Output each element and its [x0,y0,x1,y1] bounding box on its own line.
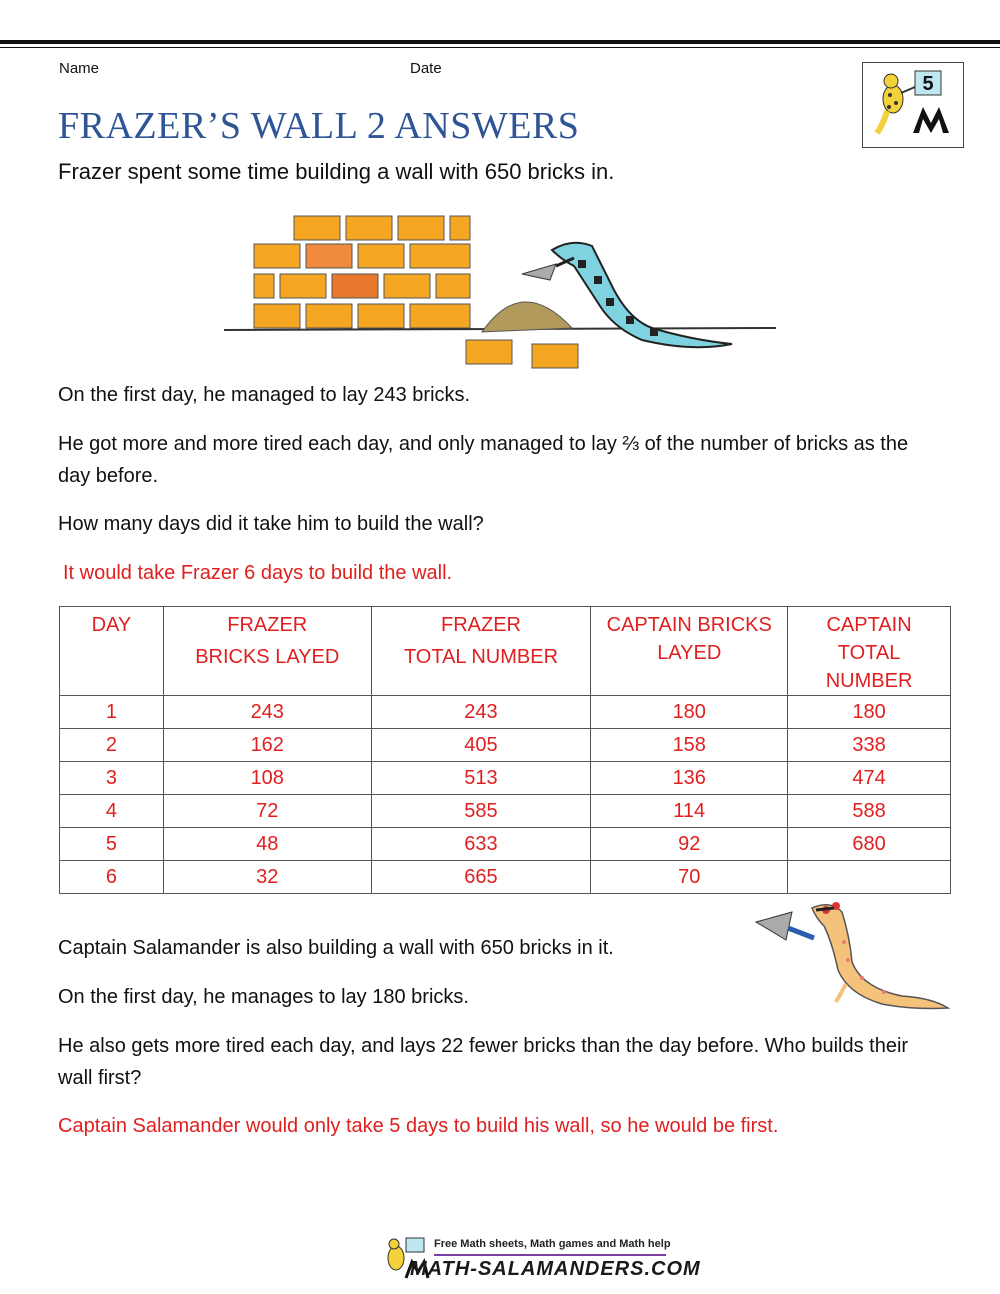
brick-wall-icon [254,216,470,328]
cell-captain-total: 338 [788,729,951,762]
grade-number: 5 [922,73,934,95]
paragraph-first-day: On the first day, he managed to lay 243 bricks. [58,384,471,406]
paragraph-tired: He got more and more tired each day, and only managed to lay ⅔ of the number of bricks as the day before. [58,433,909,487]
header-rule-thin [0,47,1000,48]
header-line: CAPTAIN [826,614,912,636]
header-line: BRICKS LAYED [195,646,340,668]
header-line: TOTAL NUMBER [403,646,559,668]
table-row [60,762,951,795]
cell-frazer-total: 513 [371,762,591,795]
date-label: Date [410,60,442,77]
salamander-logo-icon [863,63,963,147]
cell-captain-total [788,861,951,894]
header-line: LAYED [657,642,722,664]
cell-frazer-laid: 32 [163,861,371,894]
footer-site-link[interactable]: MATH-SALAMANDERS.COM [410,1258,701,1280]
cell-day: 5 [60,828,164,861]
cell-frazer-laid: 243 [163,696,371,729]
header-frazer-total [371,607,591,696]
table-row [60,828,951,861]
paragraph-captain-first-day: On the first day, he manages to lay 180 bricks. [58,986,469,1008]
loose-brick-icon [466,340,512,364]
cell-captain-total: 180 [788,696,951,729]
header-day [60,607,164,696]
cell-captain-total: 588 [788,795,951,828]
table-header-row [60,607,951,696]
mortar-pile-icon [482,302,572,332]
header-line: NUMBER [825,670,913,692]
cell-captain-laid: 158 [591,729,788,762]
cell-frazer-laid: 162 [163,729,371,762]
cell-day: 3 [60,762,164,795]
header-line: FRAZER [227,614,308,636]
header-day-line: DAY [91,614,132,636]
header-line: TOTAL [837,642,901,664]
cell-frazer-laid: 48 [163,828,371,861]
header-frazer-laid [163,607,371,696]
header-line: CAPTAIN BRICKS [606,614,772,636]
footer-underline [434,1254,666,1256]
answer-frazer: It would take Frazer 6 days to build the wall. [63,562,453,584]
cell-frazer-total: 585 [371,795,591,828]
grade-logo [862,62,964,148]
answer-captain: Captain Salamander would only take 5 days to build his wall, so he would be first. [58,1115,779,1137]
cell-day: 4 [60,795,164,828]
cell-day: 1 [60,696,164,729]
table-row [60,861,951,894]
header-captain-total [788,607,951,696]
bricks-table [59,606,951,894]
paragraph-question: How many days did it take him to build the wall? [58,513,484,535]
cell-frazer-total: 633 [371,828,591,861]
cell-captain-laid: 180 [591,696,788,729]
paragraph-captain-tired: He also gets more tired each day, and lays 22 fewer bricks than the day before. Who builds their wall first? [58,1035,909,1089]
cell-frazer-total: 405 [371,729,591,762]
cell-day: 2 [60,729,164,762]
cell-frazer-laid: 108 [163,762,371,795]
cell-frazer-total: 665 [371,861,591,894]
cell-captain-laid: 136 [591,762,788,795]
intro-text: Frazer spent some time building a wall with 650 bricks in. [58,159,615,184]
name-label: Name [59,60,100,77]
paragraph-captain-intro: Captain Salamander is also building a wall with 650 bricks in it. [58,937,614,959]
header-captain-laid [591,607,788,696]
cell-day: 6 [60,861,164,894]
header-rule-thick [0,40,1000,44]
table-row [60,729,951,762]
cell-captain-laid: 92 [591,828,788,861]
cell-captain-total: 474 [788,762,951,795]
header-line: FRAZER [440,614,521,636]
cell-frazer-total: 243 [371,696,591,729]
table-row [60,696,951,729]
frazer-salamander-icon [522,243,732,347]
cell-captain-total: 680 [788,828,951,861]
page-title: FRAZER’S WALL 2 ANSWERS [58,105,580,147]
table-row [60,795,951,828]
cell-captain-laid: 70 [591,861,788,894]
brick-wall-illustration [222,210,782,378]
footer-tagline: Free Math sheets, Math games and Math help [434,1238,671,1250]
loose-brick-icon [532,344,578,368]
cell-captain-laid: 114 [591,795,788,828]
cell-frazer-laid: 72 [163,795,371,828]
